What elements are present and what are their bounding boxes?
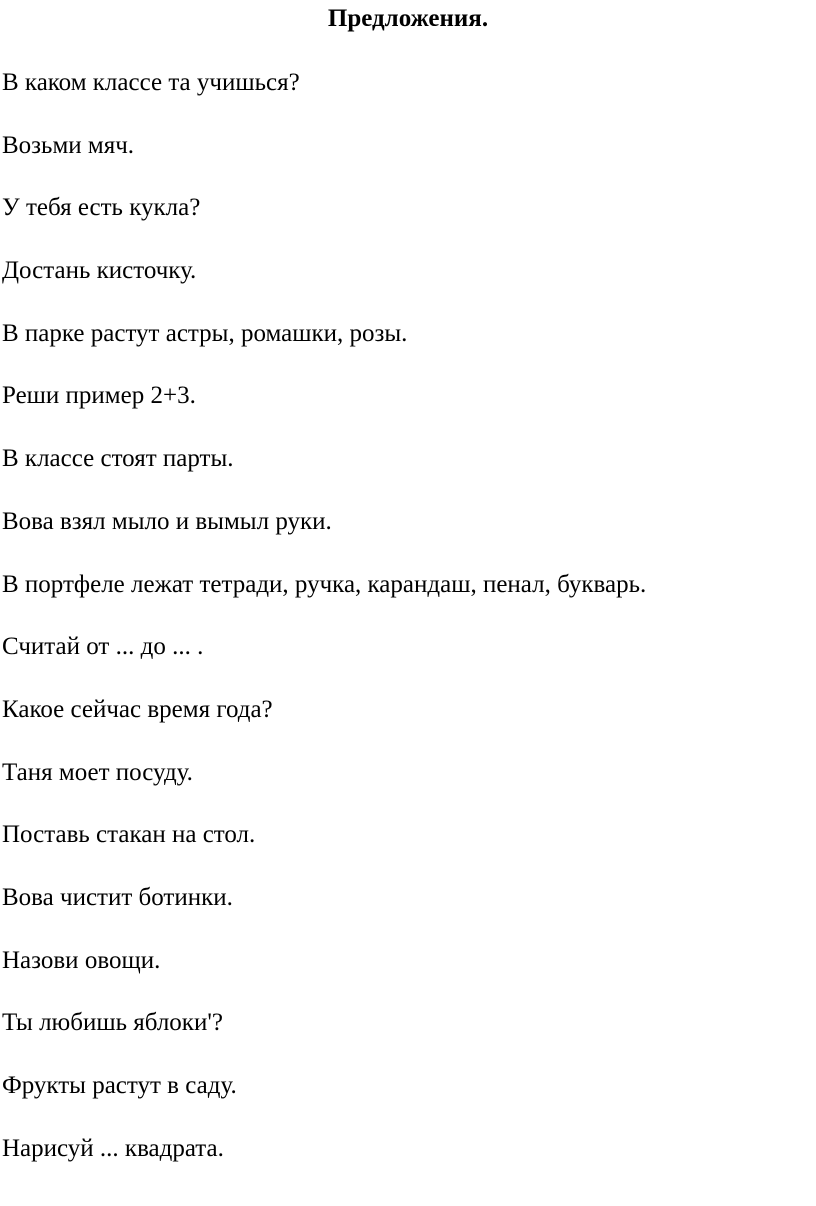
sentence-item: Считай от ... до ... . [2,633,204,661]
sentence-item: В парке растут астры, ромашки, розы. [2,319,408,347]
sentence-item: Ты любишь яблоки'? [2,1009,223,1037]
sentence-item: Вова взял мыло и вымыл руки. [2,507,332,535]
page-title: Предложения. [327,5,489,32]
sentence-item: В каком классе та учишься? [2,69,300,96]
sentence-item: Нарисуй ... квадрата. [2,1134,224,1162]
sentence-item: В портфеле лежат тетради, ручка, карандаш, пенал, букварь. [2,570,647,598]
sentence-item: Возьми мяч. [2,131,135,159]
sentence-item: В классе стоят парты. [2,445,234,473]
sentence-item: Поставь стакан на стол. [2,821,256,849]
sentence-item: Таня моет посуду. [2,758,193,786]
sentence-item: Какое сейчас время года? [2,695,273,723]
sentence-item: Назови овощи. [2,946,161,974]
sentence-item: Фрукты растут в саду. [2,1072,237,1099]
sentence-item: Реши пример 2+3. [2,382,196,410]
sentence-item: Вова чистит ботинки. [2,883,233,911]
sentence-item: У тебя есть кукла? [2,194,201,222]
sentence-list [2,68,812,1196]
sentence-item: Достань кисточку. [2,257,197,285]
